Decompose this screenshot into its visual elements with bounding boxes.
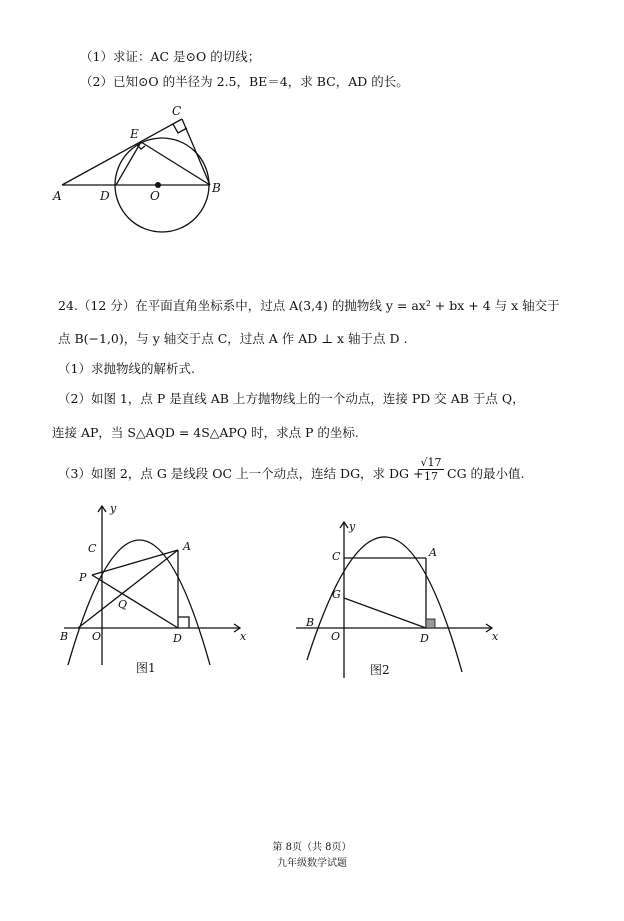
label-d: D bbox=[100, 189, 110, 203]
fraction-denominator: 17 bbox=[424, 470, 438, 483]
fig2-label-c: C bbox=[332, 550, 341, 563]
fig1-label-y: y bbox=[110, 502, 117, 515]
fig2-parabola bbox=[307, 537, 462, 672]
fig2-label-x: x bbox=[492, 630, 499, 643]
label-o: O bbox=[150, 189, 160, 203]
label-e: E bbox=[130, 127, 139, 141]
fig1-label-p: P bbox=[79, 571, 87, 584]
fig1-label-a: A bbox=[183, 540, 191, 553]
fig1-label-c: C bbox=[88, 542, 97, 555]
label-b: B bbox=[212, 181, 221, 195]
fig1-caption: 图1 bbox=[136, 661, 156, 675]
fig2-label-o: O bbox=[331, 630, 341, 643]
fig2-right-angle bbox=[426, 619, 435, 628]
fig2-label-g: G bbox=[332, 588, 341, 601]
fraction-numerator: √17 bbox=[418, 456, 444, 470]
fig2-label-a: A bbox=[429, 546, 437, 559]
q23-part1: （1）求证：AC 是⊙O 的切线； bbox=[80, 49, 261, 64]
q24-stem-line1: 24.（12 分）在平面直角坐标系中，过点 A(3,4) 的抛物线 y = ax² + bx + 4 与 x 轴交于 bbox=[58, 298, 560, 313]
label-a: A bbox=[53, 189, 62, 203]
fig1-label-d: D bbox=[173, 632, 182, 645]
fig1-label-o: O bbox=[92, 630, 102, 643]
fig2-line-gd bbox=[344, 598, 426, 628]
footer-exam-title: 九年级数学试题 bbox=[277, 858, 347, 869]
q24-part2-line2: 连接 AP，当 S△AQD = 4S△APQ 时，求点 P 的坐标. bbox=[52, 425, 359, 440]
fig1-label-x: x bbox=[240, 630, 247, 643]
fig1-label-q: Q bbox=[118, 598, 128, 611]
fig2-label-b: B bbox=[306, 616, 315, 629]
q24-part2-line1: （2）如图 1，点 P 是直线 AB 上方抛物线上的一个动点，连接 PD 交 AB 于点 Q， bbox=[58, 391, 525, 406]
fig2-caption: 图2 bbox=[370, 663, 390, 677]
q23-part2: （2）已知⊙O 的半径为 2.5，BE＝4，求 BC，AD 的长。 bbox=[80, 74, 409, 89]
q24-part3-tail: CG 的最小值. bbox=[447, 466, 525, 481]
label-c: C bbox=[172, 104, 182, 118]
q24-part3-lead: （3）如图 2，点 G 是线段 OC 上一个动点，连结 DG，求 DG + bbox=[58, 466, 424, 481]
q24-stem-line2: 点 B(−1,0)，与 y 轴交于点 C，过点 A 作 AD ⊥ x 轴于点 D . bbox=[58, 331, 408, 346]
q24-part1: （1）求抛物线的解析式. bbox=[58, 361, 195, 376]
fig2-label-d: D bbox=[420, 632, 429, 645]
fig2-label-y: y bbox=[349, 520, 356, 533]
footer-page-number: 第 8页（共 8页） bbox=[272, 842, 352, 853]
fig1-label-b: B bbox=[60, 630, 69, 643]
